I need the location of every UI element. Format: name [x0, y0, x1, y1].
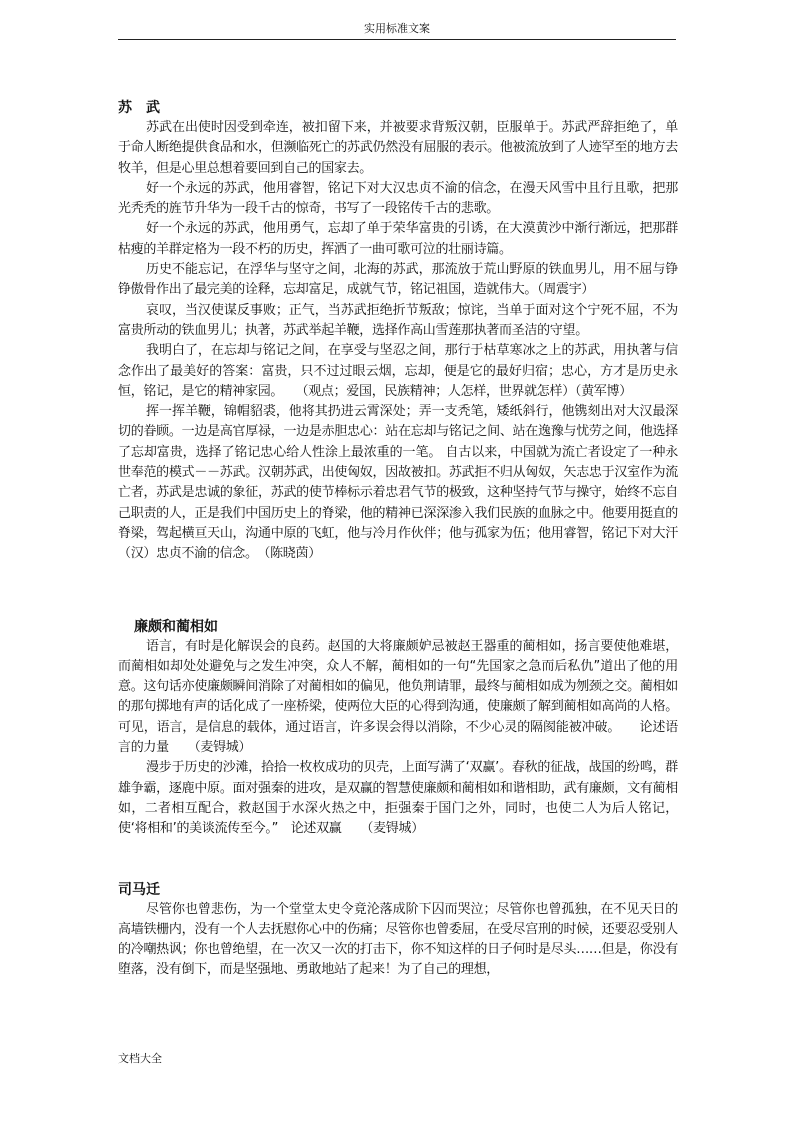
- paragraph: 历史不能忘记，在浮华与坚守之间，北海的苏武，那流放于荒山野原的铁血男儿，用不屈与铮铮傲骨作出了最完美的诠释，忘却富足，成就气节，铭记祖国，造就伟大。（周震宇）: [118, 262, 678, 298]
- paragraph: 我明白了，在忘却与铭记之间，在享受与坚忍之间，那行于枯草寒冰之上的苏武，用执著与信念作出了最美好的答案：富贵，只不过过眼云烟，忘却，便是它的最好归宿；忠心，方才是历史永恒，铭记，是它的精神家园。 （观点；爱国，民族精神；人怎样，世界就怎样）（黄军博）: [118, 343, 678, 399]
- paragraph: 哀叹，当汉使谋反事败；正气，当苏武拒绝折节叛敌；惊诧，当单于面对这个宁死不屈，不为富贵所动的铁血男儿；执著，苏武举起羊鞭，选择作高山雪莲那执著而圣洁的守望。: [118, 302, 678, 338]
- header-divider: [118, 39, 676, 40]
- document-body: [118, 98, 678, 981]
- section-heading-su-wu: 苏 武: [118, 100, 160, 116]
- paragraph: 尽管你也曾悲伤，为一个堂堂太史令竟沦落成阶下囚而哭泣；尽管你也曾孤独，在不见天日的高墙铁栅内，没有一个人去抚慰你心中的伤痛；尽管你也曾委屈，在受尽宫刑的时候，还要忍受别人的冷嘲热讽；你也曾绝望，在一次又一次的打击下，你不知这样的日子何时是尽头……但是，你没有堕落，没有倒下，而是坚强地、勇敢地站了起来！为了自己的理想，: [118, 901, 678, 978]
- paragraph: 漫步于历史的沙滩，拾拾一枚枚成功的贝壳，上面写满了‘双赢’。春秋的征战，战国的纷鸣，群雄争霸，逐鹿中原。面对强秦的进攻，是双赢的智慧使廉颇和蔺相如和谐相助，武有廉颇，文有蔺相如，二者相互配合，救赵国于水深火热之中，拒强秦于国门之外，同时，也使二人为后人铭记，使‘将相和’的美谈流传至今。” 论述双赢 （麦锝城）: [118, 760, 678, 837]
- section-heading-lian-po-lin-xiangru: 廉颇和蔺相如: [134, 618, 218, 635]
- paragraph: 好一个永远的苏武，他用睿智，铭记下对大汉忠贞不渝的信念，在漫天风雪中且行且歌，把那光秃秃的旌节升华为一段千古的惊奇，书写了一段铭传千古的悲歌。: [118, 180, 678, 217]
- paragraph: 挥一挥羊鞭，锦帽貂裘，他将其扔进云霄深处；弄一支秃笔，矮纸斜行，他镌刻出对大汉最深切的眷顾。一边是高官厚禄，一边是赤胆忠心：站在忘却与铭记之间、站在逸豫与忧劳之间，他选择了忘却富贵，选择了铭记忠心给人性涂上最浓重的一笔。 自古以来，中国就为流亡者设定了一种永世奉范的模式－－苏武。汉朝苏武，出使匈奴，因故被扣。苏武拒不归从匈奴，矢志忠于汉室作为流亡者，苏武是忠诚的象征，苏武的使节棒标示着忠君气节的极致，这种坚持气节与操守，始终不忘自己职责的人，正是我们中国历史上的脊梁，他的精神已深深渗入我们民族的血脉之中。他要用挺直的脊梁，驾起横亘天山，沟通中原的飞虹，他与冷月作伙伴；他与孤家为伍；他用睿智，铭记下对大汗（汉）忠贞不渝的信念。 （陈晓茵）: [118, 404, 678, 562]
- paragraph: 好一个永远的苏武，他用勇气，忘却了单于荣华富贵的引诱，在大漠黄沙中渐行渐远，把那群枯瘦的羊群定格为一段不朽的历史，挥洒了一曲可歌可泣的壮丽诗篇。: [118, 221, 678, 257]
- page-header: 实用标准文案: [364, 22, 430, 35]
- section-heading-sima-qian: 司马迁: [118, 881, 160, 898]
- page-footer: 文档大全: [118, 1052, 162, 1065]
- paragraph: 苏武在出使时因受到牵连，被扣留下来，并被要求背叛汉朝，臣服单于。苏武严辞拒绝了，单于命人断绝提供食品和水，但濒临死亡的苏武仍然没有屈服的表示。他被流放到了人迹罕至的地方去牧羊，但是心里总想着要回到自己的国家去。: [118, 120, 678, 176]
- paragraph: 语言，有时是化解误会的良药。赵国的大将廉颇妒忌被赵王器重的蔺相如，扬言要使他难堪，而蔺相如却处处避免与之发生冲突，众人不解，蔺相如的一句“先国家之急而后私仇”道出了他的用意。这句话亦使廉颇瞬间消除了对蔺相如的偏见，他负荆请罪，最终与蔺相如成为刎颈之交。蔺相如的那句掷地有声的话化成了一座桥梁，使两位大臣的心得到沟通，使廉颇了解到蔺相如高尚的人格。可见，语言，是信息的载体，通过语言，许多误会得以消除，不少心灵的隔阂能被冲破。 论述语言的力量 （麦锝城）: [118, 638, 678, 756]
